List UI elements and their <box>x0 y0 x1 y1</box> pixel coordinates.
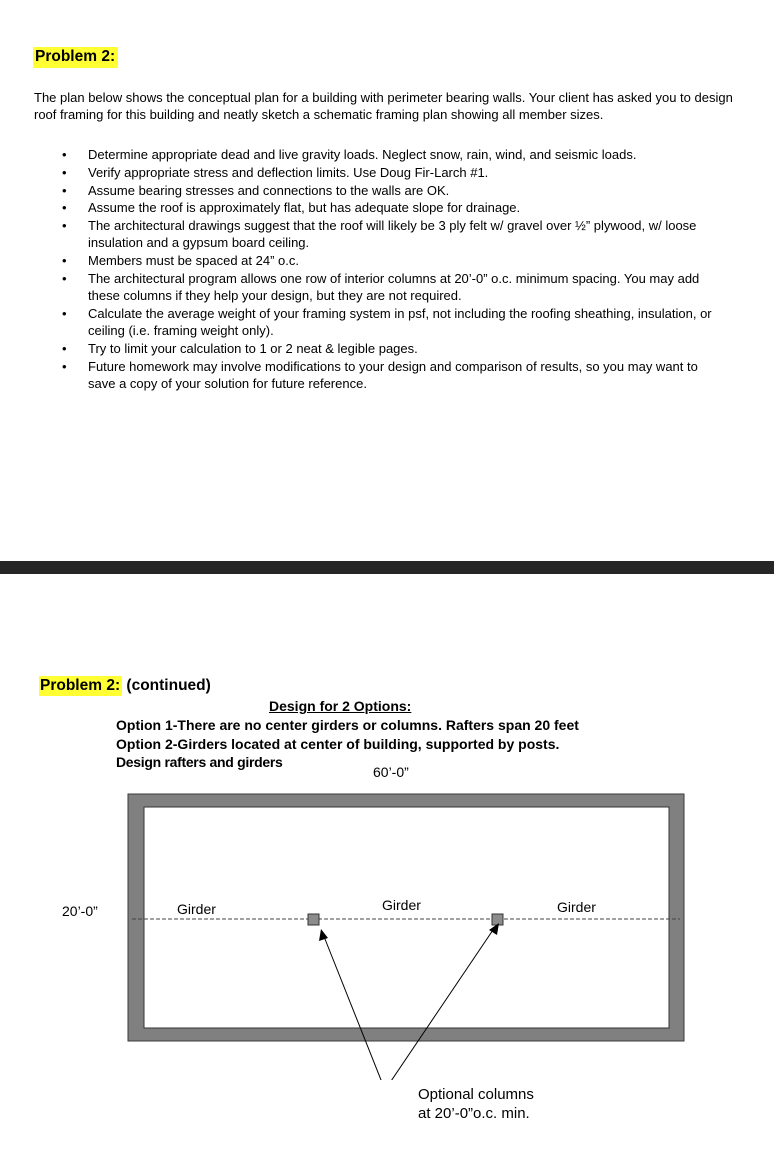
bullet-icon: • <box>62 147 67 162</box>
list-item: • Determine appropriate dead and live gravity loads. Neglect snow, rain, wind, and seismic loads. <box>62 147 637 162</box>
bullet-icon: • <box>62 200 67 216</box>
list-item: • Future homework may involve modifications to your design and comparison of results, so you may want to save a copy of your solution for future reference. <box>62 359 698 392</box>
optional-columns-line1: Optional columns <box>418 1086 534 1103</box>
bullet-icon: • <box>62 306 67 322</box>
option-1-text: Option 1-There are no center girders or columns. Rafters span 20 feet <box>116 717 579 733</box>
intro-paragraph: The plan below shows the conceptual plan for a building with perimeter bearing walls. Your client has asked you to design roof framing for this building and neatly sketch a schematic framing plan showing all member sizes. <box>34 90 733 122</box>
optional-columns-line2: at 20’-0”o.c. min. <box>418 1105 530 1122</box>
list-item: • The architectural program allows one row of interior columns at 20’-0” o.c. minimum spacing. You may add these columns if they help your design, but they are not required. <box>62 271 700 304</box>
continued-heading <box>39 677 211 695</box>
page-divider <box>0 561 774 574</box>
continued-label: (continued) <box>122 677 211 694</box>
bullet-icon: • <box>62 341 67 357</box>
bullet-icon: • <box>62 271 67 287</box>
list-item: • Assume the roof is approximately flat, but has adequate slope for drainage. <box>62 200 521 216</box>
girder-label-center: Girder <box>382 897 421 913</box>
list-item: • Assume bearing stresses and connections to the walls are OK. <box>62 182 450 198</box>
design-instruction: Design rafters and girders <box>116 754 283 770</box>
column-left <box>308 914 319 925</box>
requirements-list <box>60 146 720 393</box>
bullet-icon: • <box>62 164 67 180</box>
girder-label-left: Girder <box>177 901 216 917</box>
dimension-length: 60’-0” <box>373 764 409 780</box>
interior-floor <box>144 807 669 1028</box>
problem-title-continued: Problem 2: <box>40 677 121 694</box>
floor-plan-diagram <box>0 780 774 1080</box>
list-item: • Members must be spaced at 24” o.c. <box>62 253 299 269</box>
bullet-icon: • <box>62 182 67 198</box>
problem-title: Problem 2: <box>33 47 118 68</box>
bullet-icon: • <box>62 253 67 269</box>
bullet-icon: • <box>62 218 67 234</box>
design-options-title: Design for 2 Options: <box>269 698 412 714</box>
list-item: • The architectural drawings suggest that the roof will likely be 3 ply felt w/ gravel over ½” plywood, w/ loose insulation and a gypsum board ceiling. <box>62 218 697 251</box>
girder-label-right: Girder <box>557 899 596 915</box>
list-item: • Calculate the average weight of your framing system in psf, not including the roofing sheathing, insulation, or ceiling (i.e. framing weight only). <box>62 306 712 339</box>
optional-columns-note <box>418 1085 534 1123</box>
bullet-icon: • <box>62 359 67 375</box>
option-2-text: Option 2-Girders located at center of building, supported by posts. <box>116 736 560 752</box>
column-right <box>492 914 503 925</box>
list-item: • Try to limit your calculation to 1 or 2 neat & legible pages. <box>62 341 418 357</box>
dimension-width: 20’-0” <box>62 903 98 919</box>
list-item: • Verify appropriate stress and deflection limits. Use Doug Fir-Larch #1. <box>62 164 489 180</box>
